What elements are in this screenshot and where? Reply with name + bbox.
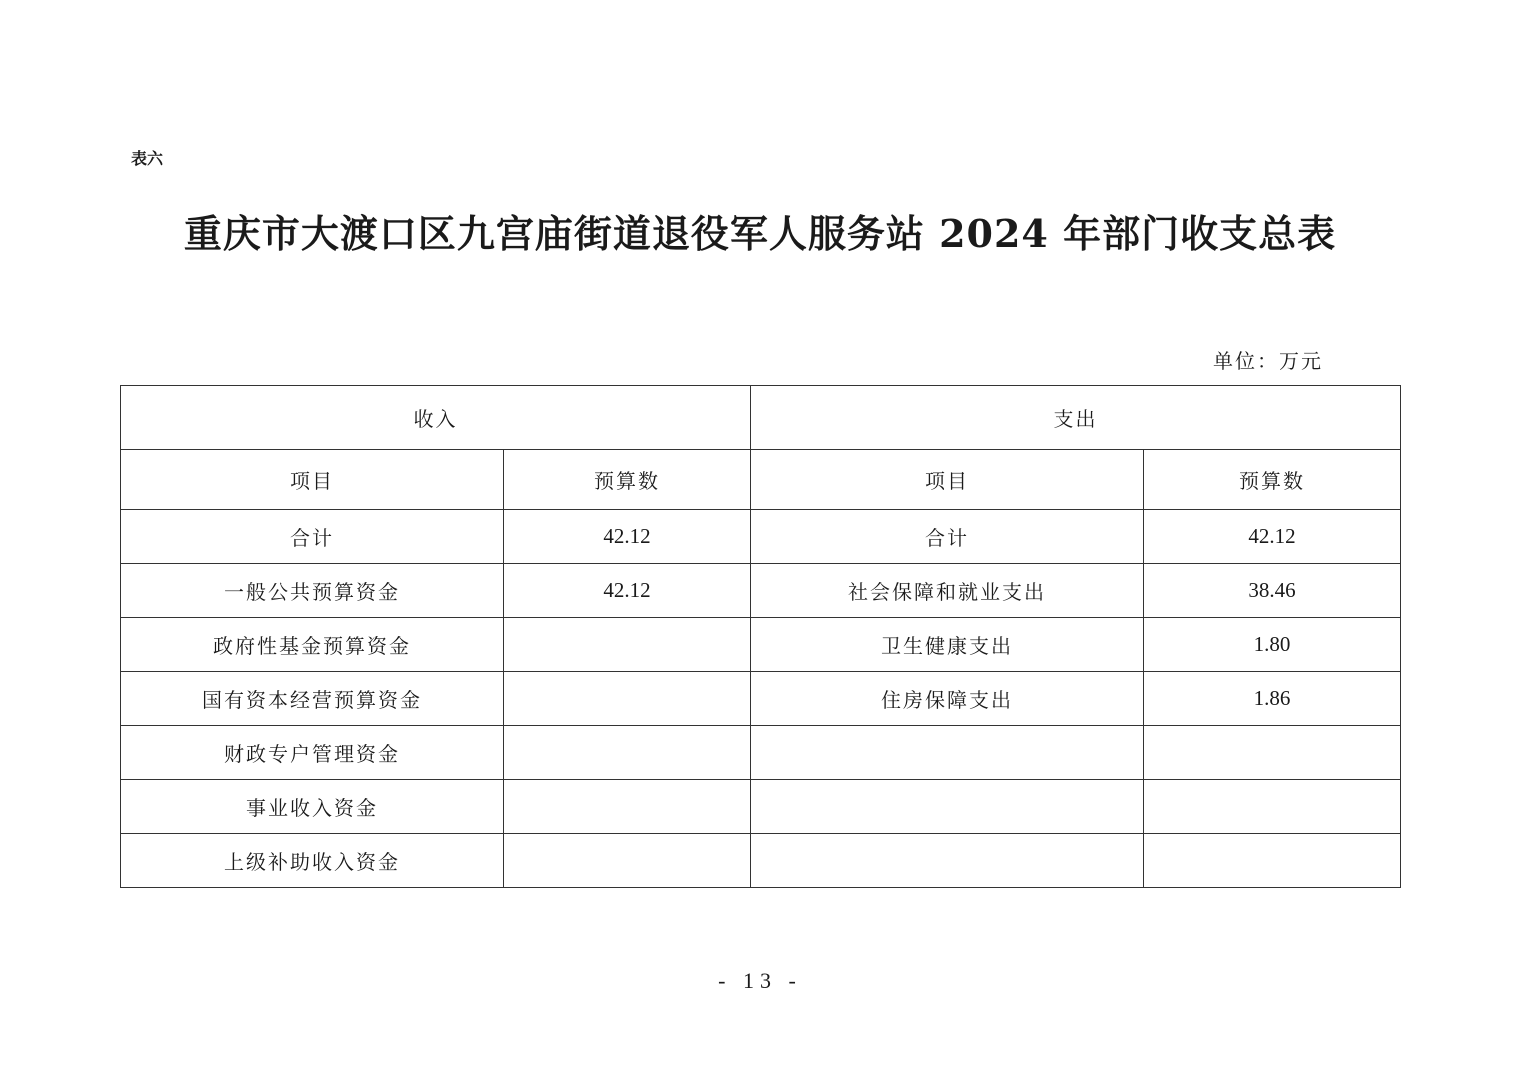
expense-value (1144, 726, 1401, 780)
expense-item: 住房保障支出 (751, 672, 1144, 726)
expense-item (751, 726, 1144, 780)
expense-value (1144, 834, 1401, 888)
expense-item: 卫生健康支出 (751, 618, 1144, 672)
expense-item-header: 项目 (751, 450, 1144, 510)
income-item-header: 项目 (121, 450, 504, 510)
income-item: 财政专户管理资金 (121, 726, 504, 780)
group-header-row (121, 386, 1401, 450)
income-item: 上级补助收入资金 (121, 834, 504, 888)
table-row (121, 510, 1401, 564)
budget-table (120, 385, 1401, 888)
table-row (121, 780, 1401, 834)
income-header: 收入 (121, 386, 751, 450)
income-value (504, 618, 751, 672)
table-row (121, 834, 1401, 888)
income-value (504, 672, 751, 726)
page-number: - 13 - (718, 968, 802, 993)
column-header-row (121, 450, 1401, 510)
income-value (504, 780, 751, 834)
expense-item: 社会保障和就业支出 (751, 564, 1144, 618)
income-budget-header: 预算数 (504, 450, 751, 510)
expense-item: 合计 (751, 510, 1144, 564)
expense-value: 38.46 (1144, 564, 1401, 618)
income-value (504, 726, 751, 780)
table-row (121, 564, 1401, 618)
table-row (121, 726, 1401, 780)
expense-item (751, 834, 1144, 888)
income-item: 国有资本经营预算资金 (121, 672, 504, 726)
income-item: 事业收入资金 (121, 780, 504, 834)
expense-budget-header: 预算数 (1144, 450, 1401, 510)
income-item: 合计 (121, 510, 504, 564)
expense-item (751, 780, 1144, 834)
income-value (504, 834, 751, 888)
income-value: 42.12 (504, 510, 751, 564)
expense-value: 42.12 (1144, 510, 1401, 564)
income-item: 一般公共预算资金 (121, 564, 504, 618)
expense-value: 1.86 (1144, 672, 1401, 726)
table-row (121, 672, 1401, 726)
unit-label: 单位：万元 (1213, 349, 1323, 373)
table-row (121, 618, 1401, 672)
expense-value: 1.80 (1144, 618, 1401, 672)
table-label: 表六 (131, 149, 164, 168)
document-title: 重庆市大渡口区九宫庙街道退役军人服务站 2024 年部门收支总表 (183, 211, 1337, 256)
expense-header: 支出 (751, 386, 1401, 450)
income-value: 42.12 (504, 564, 751, 618)
expense-value (1144, 780, 1401, 834)
income-item: 政府性基金预算资金 (121, 618, 504, 672)
